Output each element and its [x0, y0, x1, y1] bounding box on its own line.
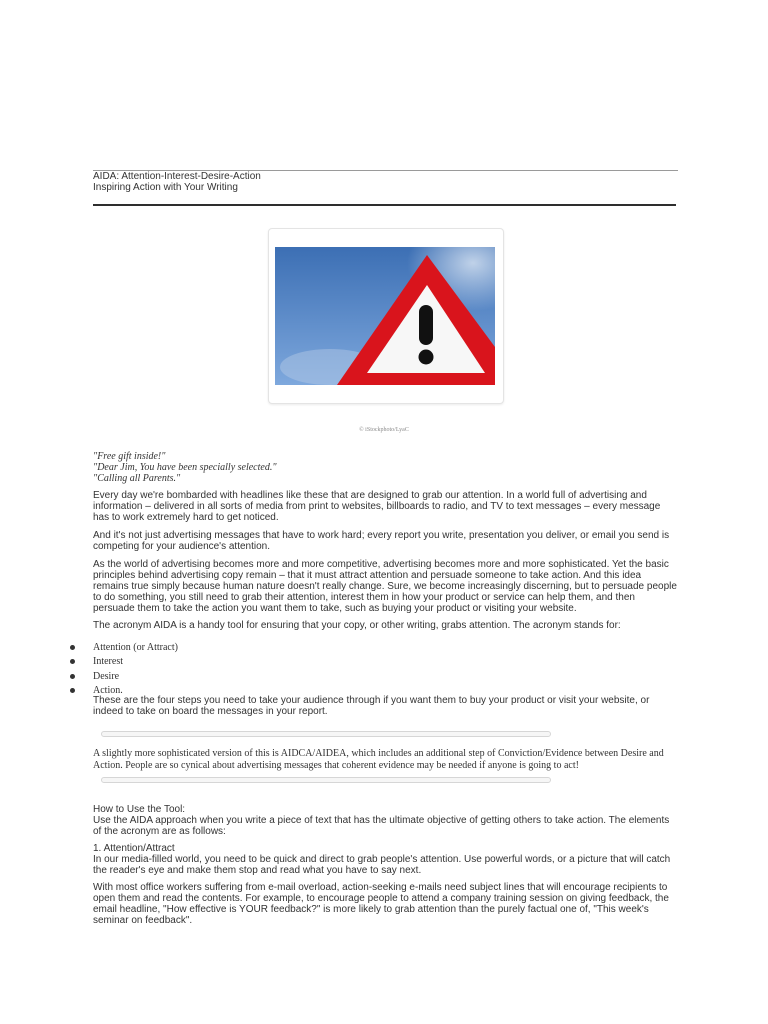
quote-line: "Dear Jim, You have been specially selected.": [93, 462, 277, 473]
callout-bottom-border: [101, 777, 551, 783]
intro-paragraph-4: The acronym AIDA is a handy tool for ensuring that your copy, or other writing, grabs attention. The acronym stands for:: [93, 620, 621, 631]
list-item: Interest: [0, 656, 768, 670]
list-item: Desire: [0, 671, 768, 685]
step-1-paragraph-2: With most office workers suffering from e-mail overload, action-seeking e-mails need subject lines that will encourage recipients to open them and read the contents. For example, to encourage people to attend a company training session on giving feedback, the email headline, "How effective is YOUR feedback?" is more likely to grab attention than the purely factual one of, "This week's seminar on feedback".: [93, 882, 669, 926]
callout-top-border: [101, 731, 551, 737]
step-1-heading: 1. Attention/Attract: [93, 843, 175, 854]
list-item: Attention (or Attract): [0, 642, 768, 656]
callout-paragraph: A slightly more sophisticated version of this is AIDCA/AIDEA, which includes an additional step of Conviction/Evidence between Desire and Action. People are so cynical about advertising messages that coherent evidence may be needed if anyone is going to act!: [93, 748, 664, 771]
quote-list: [93, 451, 277, 484]
how-to-section: [93, 804, 678, 837]
list-item: Action.: [0, 685, 768, 699]
warning-sign-icon: [275, 247, 495, 385]
intro-paragraph-3: As the world of advertising becomes more and more competitive, advertising becomes more and more sophisticated. Yet the basic principles behind advertising copy remain – that it must attract attention and persuade someone to take action. And this idea remains true simply because human nature doesn't really change. Sure, we become increasingly discerning, but to persuade people to do something, you still need to grab their attention, interest them in how your product or service can help them, and then persuade them to take the action you want them to take, such as buying your product or visiting your website.: [93, 559, 677, 614]
after-list-paragraph: These are the four steps you need to take your audience through if you want them to buy your product or visit your website, or indeed to take on board the messages in your report.: [93, 695, 650, 717]
document-header: [93, 171, 261, 193]
how-to-text: Use the AIDA approach when you write a piece of text that has the ultimate objective of getting others to take action. The elements of the acronym are as follows:: [93, 815, 670, 837]
document-subtitle: Inspiring Action with Your Writing: [93, 182, 238, 193]
bullet-icon: [70, 674, 75, 679]
bullet-icon: [70, 688, 75, 693]
acronym-list: [0, 642, 768, 699]
bullet-icon: [70, 645, 75, 650]
photo-credit: © iStockphoto/LyaC: [359, 427, 409, 433]
step-1-section: [93, 843, 678, 876]
bullet-icon: [70, 659, 75, 664]
intro-paragraph-1: Every day we're bombarded with headlines like these that are designed to grab our attention. In a world full of advertising and information – delivered in all sorts of media from print to websites, billboards to radio, and TV to text messages – every message has to work extremely hard to get noticed.: [93, 490, 661, 523]
quote-line: "Calling all Parents.": [93, 473, 181, 484]
intro-paragraph-2: And it's not just advertising messages that have to work hard; every report you write, presentation you deliver, or email you send is competing for your audience's attention.: [93, 530, 670, 552]
step-1-text: In our media-filled world, you need to be quick and direct to grab people's attention. Use powerful words, or a picture that will catch the reader's eye and make them stop and read what you have to say next.: [93, 854, 671, 876]
image-frame: [268, 228, 504, 404]
quote-line: "Free gift inside!": [93, 451, 166, 462]
how-to-heading: How to Use the Tool:: [93, 804, 186, 815]
document-title: AIDA: Attention-Interest-Desire-Action: [93, 171, 261, 182]
header-divider: [93, 204, 676, 206]
